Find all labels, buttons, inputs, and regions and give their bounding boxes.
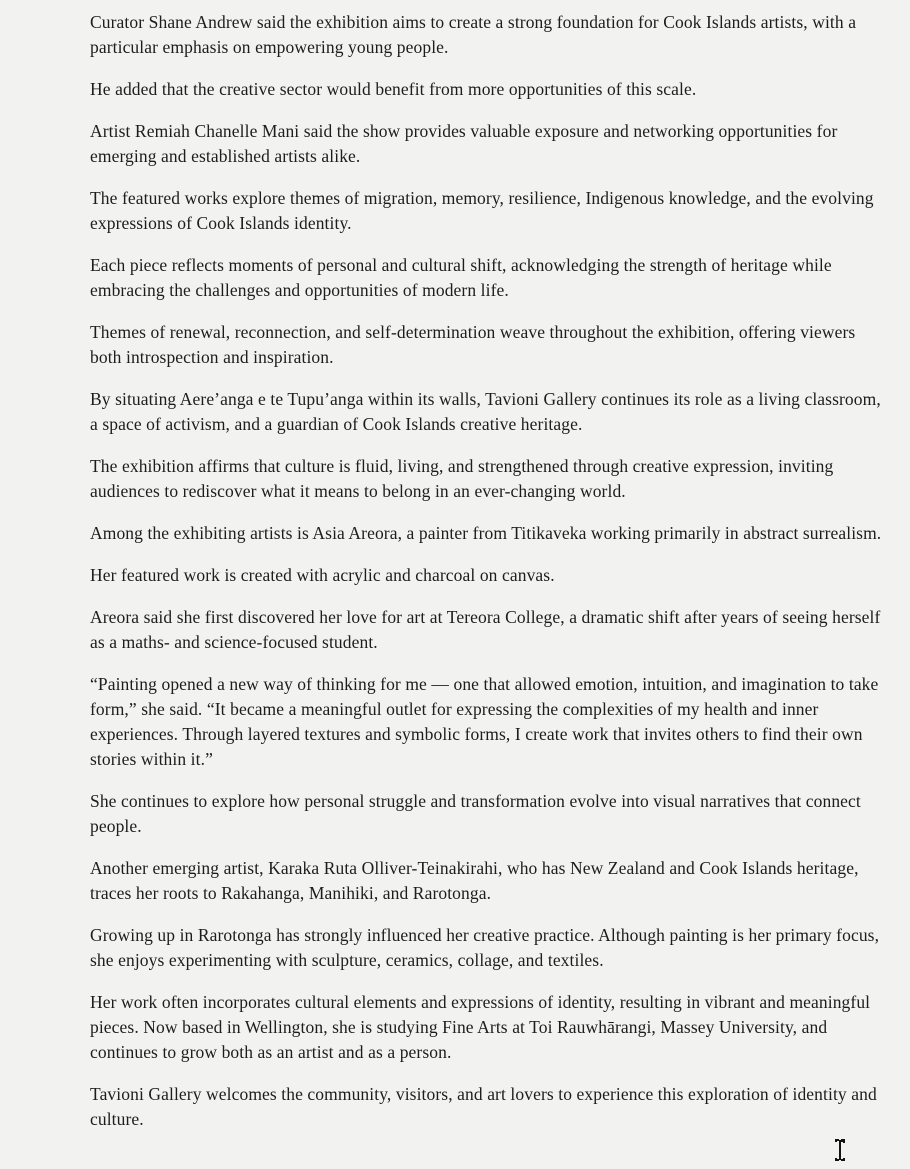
paragraph: Another emerging artist, Karaka Ruta Olliver-Teinakirahi, who has New Zealand and Cook Islands heritage, traces her roots to Rakahanga, Manihiki, and Rarotonga. [90,858,859,903]
paragraph: He added that the creative sector would benefit from more opportunities of this scale. [90,79,697,99]
paragraph: Her work often incorporates cultural elements and expressions of identity, resulting in vibrant and meaningful pieces. Now based in Wellington, she is studying Fine Arts at Toi Rauwhārangi, Massey University, and continues to grow both as an artist and as a person. [90,992,871,1062]
paragraph: Themes of renewal, reconnection, and self-determination weave throughout the exhibition, offering viewers both introspection and inspiration. [90,322,856,367]
paragraph: Each piece reflects moments of personal and cultural shift, acknowledging the strength of heritage while embracing the challenges and opportunities of modern life. [90,255,832,300]
paragraph: Artist Remiah Chanelle Mani said the show provides valuable exposure and networking opportunities for emerging and established artists alike. [90,121,838,166]
paragraph: She continues to explore how personal struggle and transformation evolve into visual narratives that connect people. [90,791,861,836]
paragraph: Among the exhibiting artists is Asia Areora, a painter from Titikaveka working primarily in abstract surrealism. [90,523,882,543]
paragraph: Her featured work is created with acrylic and charcoal on canvas. [90,565,555,585]
paragraph: The exhibition affirms that culture is fluid, living, and strengthened through creative expression, inviting audiences to rediscover what it means to belong in an ever-changing world. [90,456,834,501]
paragraph: By situating Aere’anga e te Tupu’anga within its walls, Tavioni Gallery continues its role as a living classroom, a space of activism, and a guardian of Cook Islands creative heritage. [90,389,881,434]
article-body [90,10,882,1149]
paragraph: Growing up in Rarotonga has strongly influenced her creative practice. Although painting is her primary focus, she enjoys experimenting with sculpture, ceramics, collage, and textiles. [90,925,880,970]
paragraph: Curator Shane Andrew said the exhibition aims to create a strong foundation for Cook Islands artists, with a particular emphasis on empowering young people. [90,12,857,57]
paragraph: “Painting opened a new way of thinking for me — one that allowed emotion, intuition, and imagination to take form,” she said. “It became a meaningful outlet for expressing the complexities of my health and inner experiences. Through layered textures and symbolic forms, I create work that invites others to find their own stories within it.” [90,674,879,769]
paragraph: The featured works explore themes of migration, memory, resilience, Indigenous knowledge, and the evolving expressions of Cook Islands identity. [90,188,874,233]
paragraph: Tavioni Gallery welcomes the community, visitors, and art lovers to experience this exploration of identity and culture. [90,1084,877,1129]
paragraph: Areora said she first discovered her love for art at Tereora College, a dramatic shift after years of seeing herself as a maths- and science-focused student. [90,607,881,652]
